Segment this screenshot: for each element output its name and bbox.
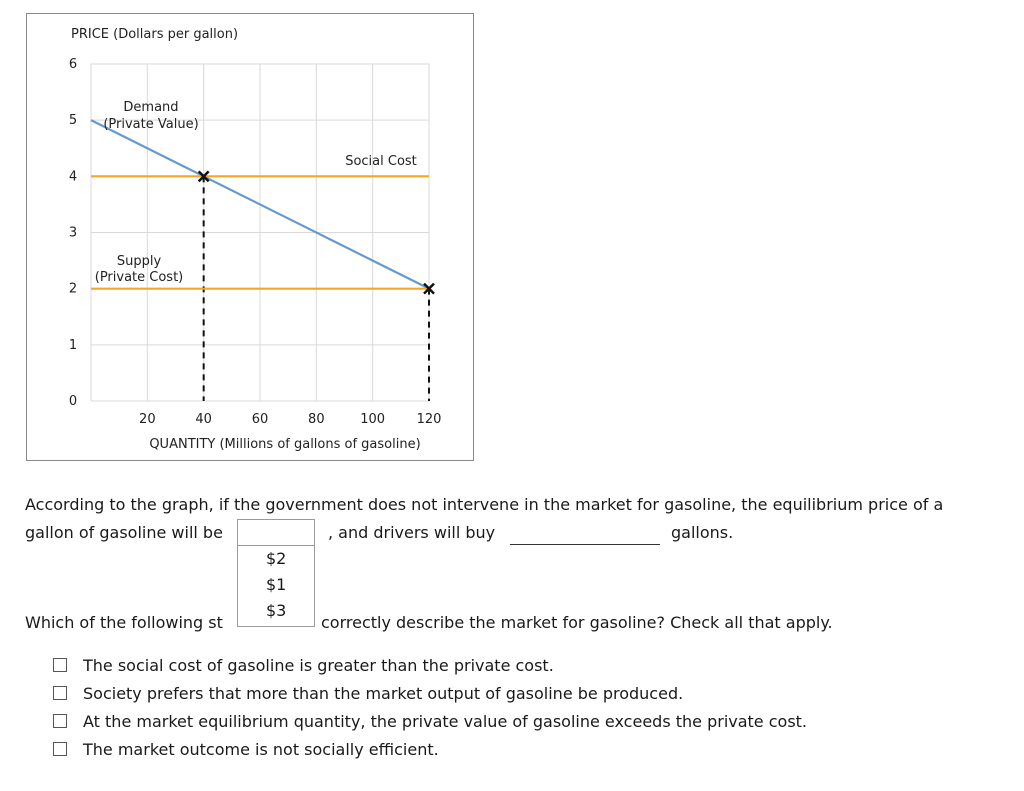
checkbox[interactable] <box>53 714 67 728</box>
checkbox-option-2[interactable] <box>53 681 683 705</box>
y-axis-title: PRICE (Dollars per gallon) <box>71 27 239 42</box>
checkbox[interactable] <box>53 658 67 672</box>
demand-label-line2: (Private Value) <box>103 117 199 132</box>
y-tick-label: 0 <box>68 394 78 409</box>
question2-prompt-end: correctly describe the market for gasoline? Check all that apply. <box>321 613 833 632</box>
supply-demand-chart <box>27 14 475 462</box>
question1-line1: According to the graph, if the government does not intervene in the market for gasoline, the equilibrium price of a <box>25 495 944 514</box>
price-option[interactable]: $1 <box>266 575 287 594</box>
x-tick-label: 40 <box>195 412 212 427</box>
question1-line2-end: gallons. <box>671 523 734 542</box>
checkbox[interactable] <box>53 742 67 756</box>
checkbox-label: The social cost of gasoline is greater than the private cost. <box>83 655 554 675</box>
x-tick-label: 120 <box>416 412 442 427</box>
y-tick-label: 6 <box>68 57 78 72</box>
checkbox-label: Society prefers that more than the market output of gasoline be produced. <box>83 683 684 703</box>
graph-panel <box>26 13 474 461</box>
y-tick-label: 4 <box>68 169 78 185</box>
x-tick-label: 60 <box>251 412 269 427</box>
question2-prompt-start: Which of the following st <box>25 613 223 632</box>
supply-label-line2: (Private Cost) <box>94 270 184 285</box>
question1-line2-middle: , and drivers will buy <box>328 523 496 542</box>
supply-label-line1: Supply <box>116 254 162 269</box>
price-dropdown-selected[interactable] <box>238 520 314 546</box>
checkbox-option-1[interactable] <box>53 653 554 677</box>
y-tick-label: 5 <box>68 113 78 129</box>
checkbox-option-3[interactable] <box>53 709 807 733</box>
x-tick-label: 100 <box>360 412 386 427</box>
question1-line2-start: gallon of gasoline will be <box>25 523 223 542</box>
x-tick-label: 20 <box>139 412 156 427</box>
checkbox-label: The market outcome is not socially efficient. <box>83 739 439 759</box>
social-cost-label: Social Cost <box>345 154 417 169</box>
y-tick-label: 1 <box>68 337 78 353</box>
x-axis-title: QUANTITY (Millions of gallons of gasoline) <box>149 437 421 452</box>
x-tick-label: 80 <box>308 412 325 427</box>
checkbox[interactable] <box>53 686 67 700</box>
price-dropdown[interactable] <box>237 519 315 627</box>
quantity-answer-blank[interactable] <box>510 544 660 545</box>
price-option[interactable]: $3 <box>266 601 287 620</box>
price-option[interactable]: $2 <box>266 549 287 568</box>
checkbox-option-4[interactable] <box>53 737 439 761</box>
y-tick-label: 3 <box>68 225 78 241</box>
demand-label-line1: Demand <box>123 100 179 115</box>
checkbox-label: At the market equilibrium quantity, the private value of gasoline exceeds the private cost. <box>83 711 808 731</box>
y-tick-label: 2 <box>68 281 78 297</box>
